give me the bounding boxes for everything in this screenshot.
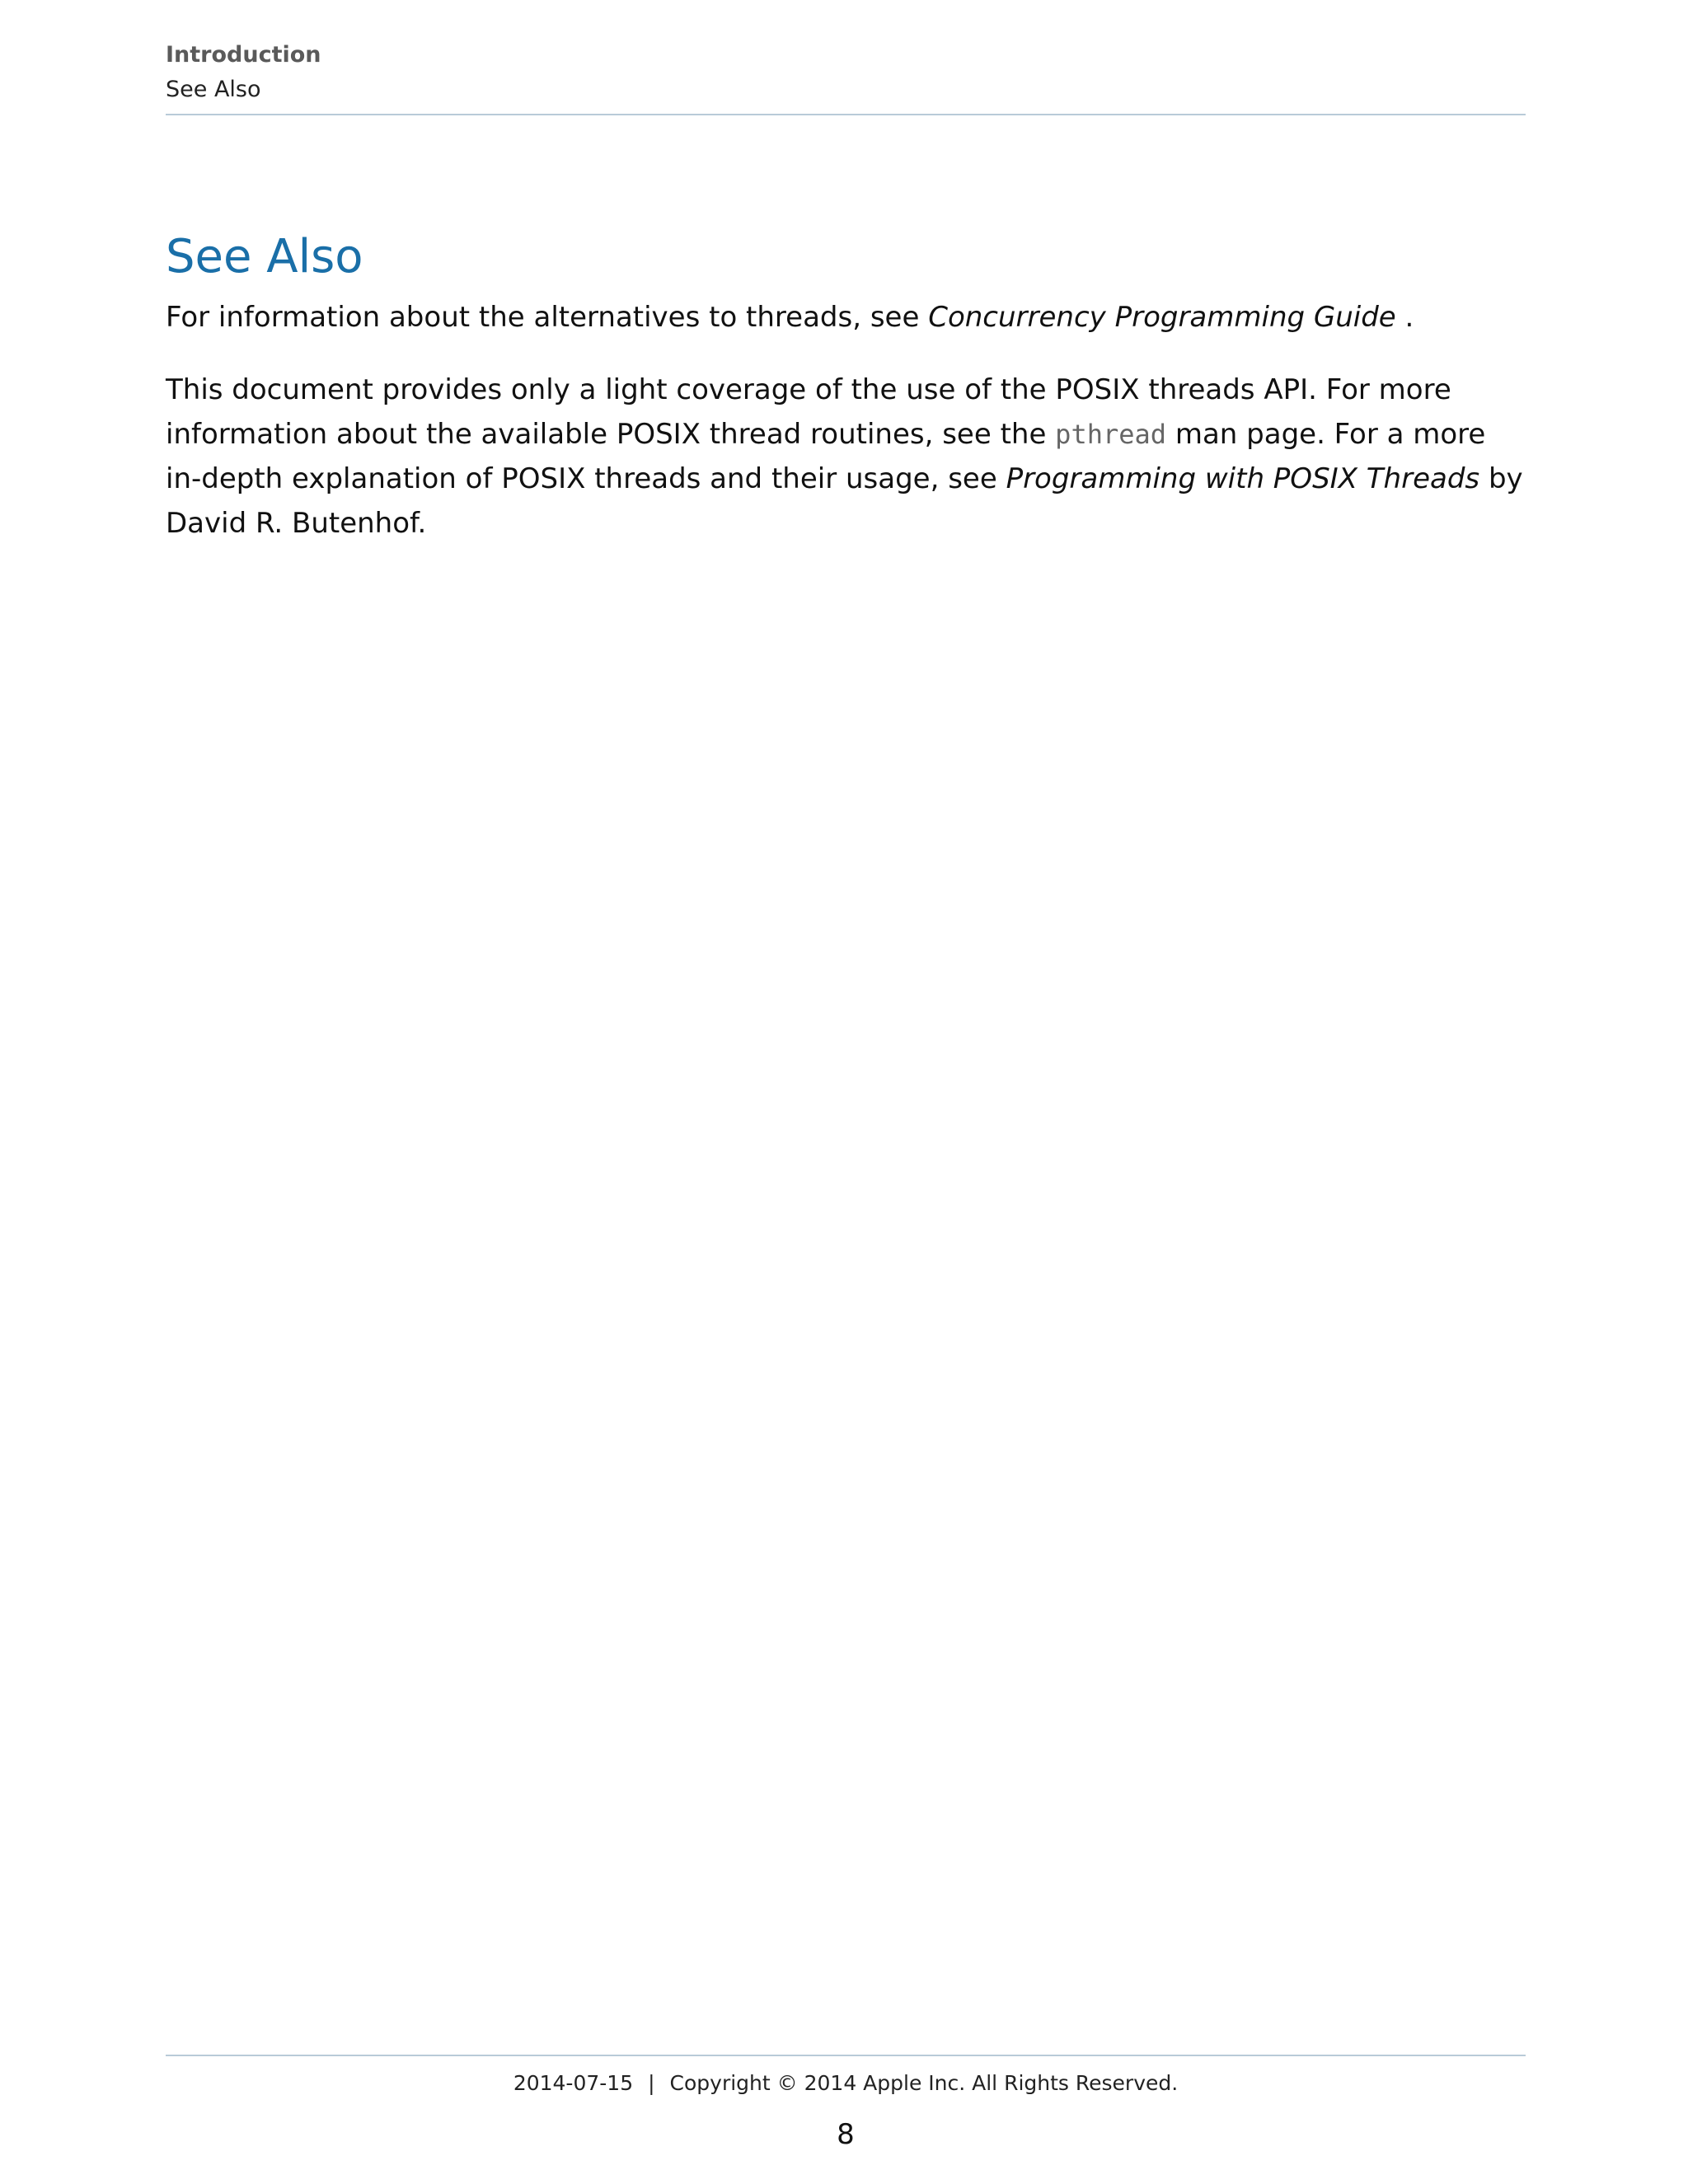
footer — [166, 2069, 1526, 2098]
paragraph-alternatives — [166, 295, 1526, 340]
footer-date: 2014-07-15 — [513, 2071, 634, 2095]
para2-text-1: This document provides only a light coverage of the use of the POSIX threads API. For more information about the available POSIX thread routines, see the — [166, 373, 1451, 451]
main-content — [166, 223, 1526, 546]
paragraph-posix — [166, 368, 1526, 546]
concurrency-guide-link[interactable]: Concurrency Programming Guide — [928, 301, 1396, 334]
para1-text: For information about the alternatives to threads, see — [166, 301, 929, 334]
page-number: 8 — [837, 2118, 855, 2151]
para2-text-2: man page. For a more in-depth explanation of POSIX threads and their usage, see — [166, 418, 1486, 495]
header-section: See Also — [166, 77, 261, 102]
header-chapter: Introduction — [166, 42, 321, 68]
posix-threads-book-title: Programming with POSIX Threads — [1006, 462, 1480, 495]
header-divider — [166, 114, 1526, 115]
running-header — [166, 40, 1526, 105]
pthread-code: pthread — [1055, 419, 1167, 450]
footer-divider — [166, 2055, 1526, 2056]
footer-separator: | — [648, 2071, 655, 2095]
footer-copyright: Copyright © 2014 Apple Inc. All Rights Reserved. — [669, 2071, 1179, 2095]
para2-text-3: by David R. Butenhof. — [166, 462, 1523, 540]
para1-end: . — [1395, 301, 1414, 334]
section-title: See Also — [166, 230, 363, 284]
